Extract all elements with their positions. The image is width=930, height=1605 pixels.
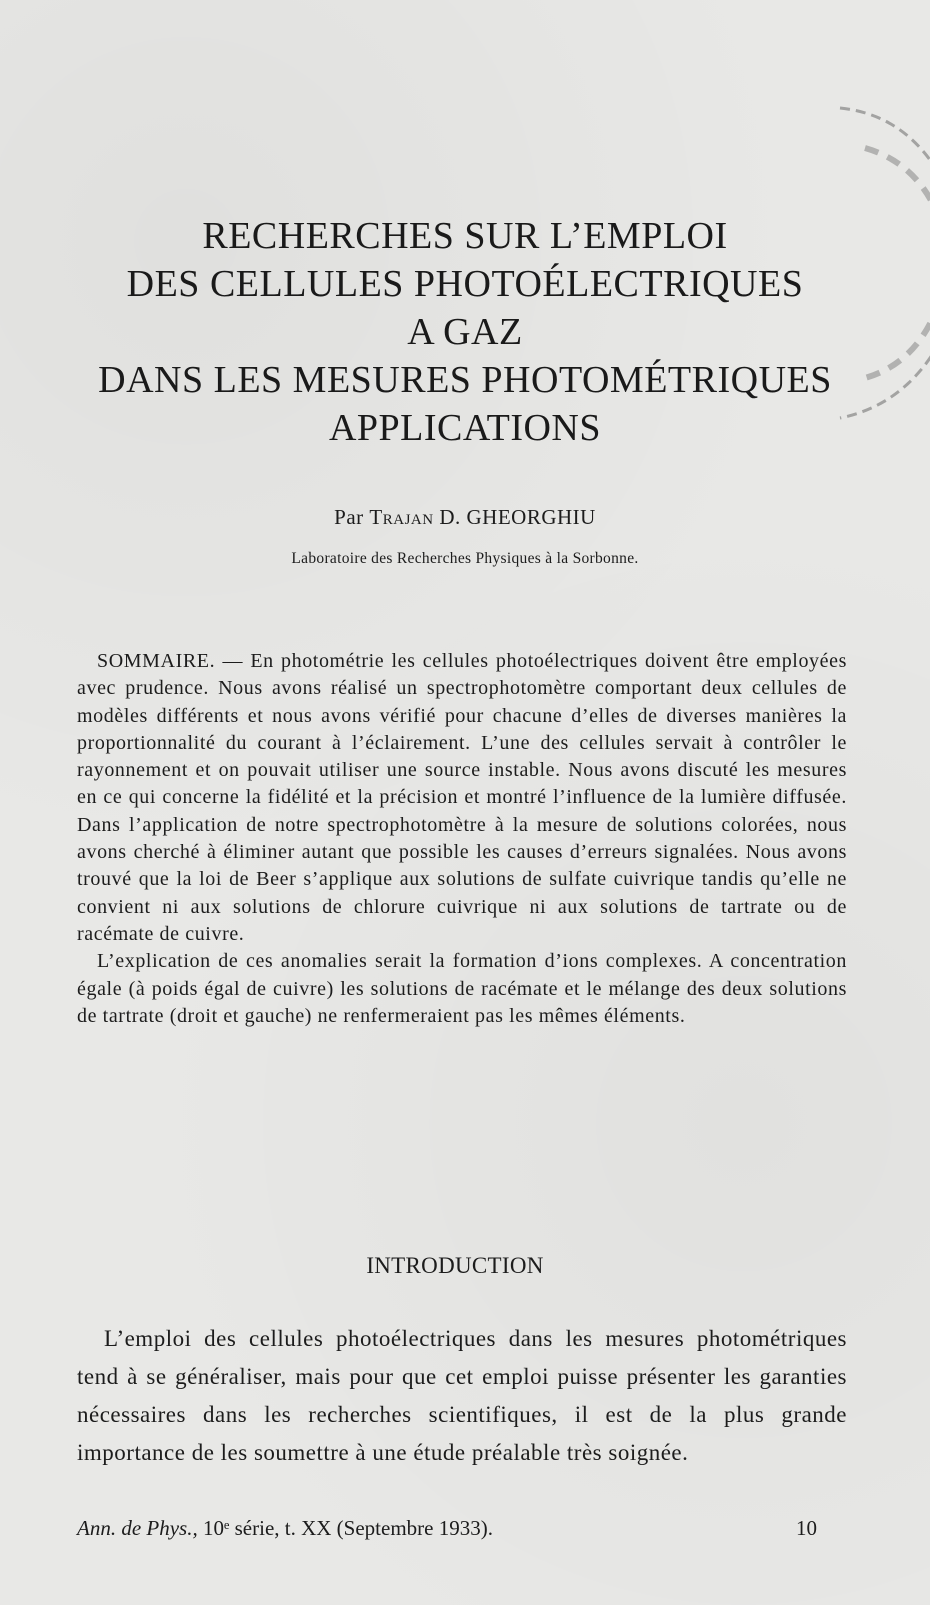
footer-citation xyxy=(77,1516,493,1541)
title-line-1: RECHERCHES SUR L’EMPLOI xyxy=(202,215,728,257)
title-line-4: DANS LES MESURES PHOTOMÉTRIQUES xyxy=(98,359,832,401)
paper-title xyxy=(60,212,870,452)
abstract-paragraph-1: SOMMAIRE. — En photométrie les cellules photoélectriques doivent être employées avec prudence. Nous avons réalisé un spectrophotomètre comportant deux cellules de modèles différents et nous avons vérifié pour chacune d’elles de diverses manières la proportionnalité du courant à l’éclairement. L’une des cellules servait à contrôler le rayonnement et on pouvait utiliser une source instable. Nous avons discuté les mesures en ce qui concerne la fidélité et la précision et montré l’influence de la lumière diffusée. Dans l’application de notre spectrophotomètre à la mesure de solutions colorées, nous avons cherché à éliminer autant que possible les causes d’erreurs signalées. Nous avons trouvé que la loi de Beer s’applique aux solutions de sulfate cuivrique tandis qu’elle ne convient ni aux solutions de chlorure cuivrique ni aux solutions de tartrate ou de racémate de cuivre. xyxy=(77,650,847,945)
title-line-2: DES CELLULES PHOTOÉLECTRIQUES xyxy=(126,263,804,305)
footer-series: 10ᵉ série, t. XX (Septembre 1933). xyxy=(197,1516,493,1540)
page-footer xyxy=(77,1516,817,1541)
introduction-body xyxy=(77,1320,847,1472)
page-number: 10 xyxy=(796,1516,817,1540)
author-line xyxy=(0,505,930,530)
author-surname: D. GHEORGHIU xyxy=(439,505,596,529)
section-heading: INTRODUCTION xyxy=(366,1253,544,1278)
abstract-paragraph-2: L’explication de ces anomalies serait la formation d’ions complexes. A concentration égale (à poids égal de cuivre) les solutions de racémate et le mélange des deux solutions de tartrate (droit et gauche) ne renfermeraient pas les mêmes éléments. xyxy=(77,950,847,1027)
author-prefix: Par xyxy=(334,505,364,529)
title-line-3: A GAZ xyxy=(407,311,523,353)
intro-paragraph-1: L’emploi des cellules photoélectriques dans les mesures photométriques tend à se généraliser, mais pour que cet emploi puisse présenter les garanties nécessaires dans les recherches scientifiques, il est de la plus grande importance de les soumettre à une étude préalable très soignée. xyxy=(77,1326,847,1465)
author-affiliation: Laboratoire des Recherches Physiques à la Sorbonne. xyxy=(291,550,639,567)
author-firstname: Trajan xyxy=(369,505,434,529)
footer-journal: Ann. de Phys., xyxy=(77,1516,198,1540)
title-line-5: APPLICATIONS xyxy=(328,407,602,449)
abstract xyxy=(77,648,847,1030)
